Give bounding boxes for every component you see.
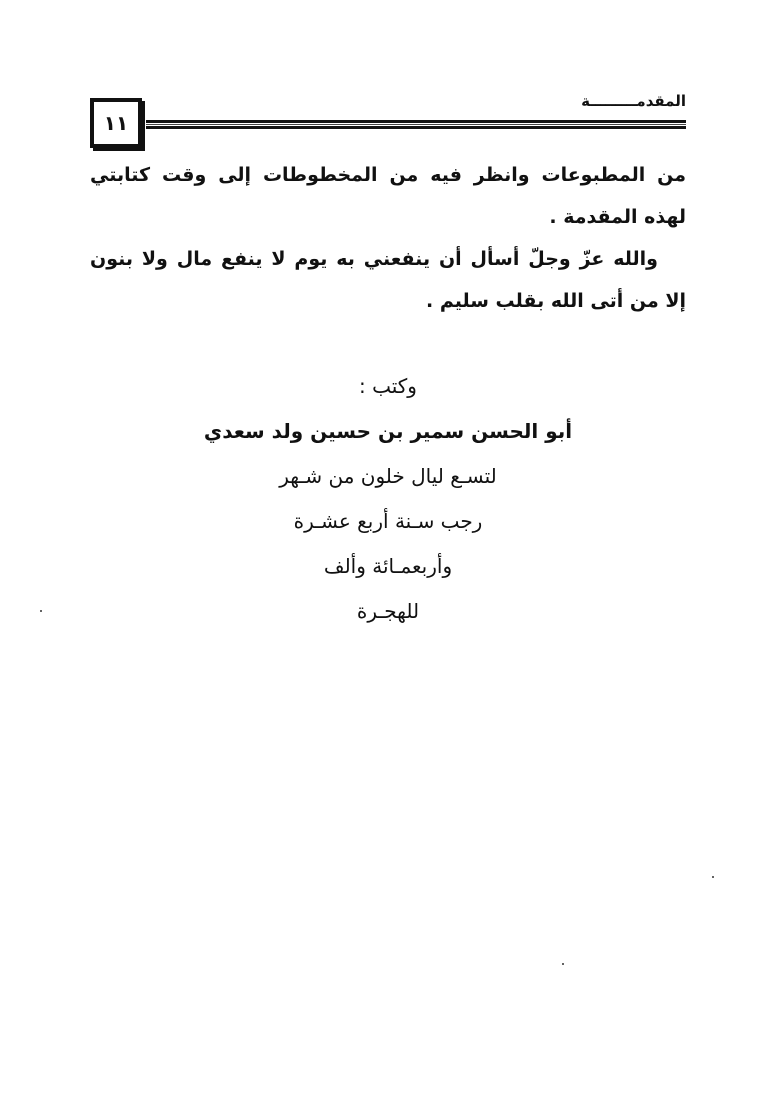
scan-speck <box>712 876 714 878</box>
paragraph-1: من المطبوعات وانظر فيه من المخطوطات إلى وقت كتابتي لهذه المقدمة . <box>90 164 686 228</box>
page-header <box>90 90 686 152</box>
signature-author: أبو الحسن سمير بن حسين ولد سعدي <box>203 419 573 443</box>
running-title: المقدمـــــــــة <box>581 92 686 110</box>
scan-speck <box>40 610 42 612</box>
signature-block <box>90 364 686 634</box>
header-rule <box>146 120 686 129</box>
scan-speck <box>562 963 564 965</box>
page-number: ١١ <box>103 111 129 135</box>
signature-wrote: وكتب : <box>359 374 417 398</box>
signature-date-line-3: وأربعمـائة وألف <box>323 554 453 578</box>
signature-date-line-1: لتسـع ليال خلون من شـهر <box>279 464 497 488</box>
signature-date-line-2: رجب سـنة أربع عشـرة <box>293 509 483 533</box>
page-number-box <box>90 98 142 148</box>
signature-date-line-4: للهجـرة <box>356 599 420 623</box>
paragraph-2: والله عزّ وجلّ أسأل أن ينفعني به يوم لا ينفع مال ولا بنون إلا من أتى الله بقلب سليم . <box>90 248 686 312</box>
